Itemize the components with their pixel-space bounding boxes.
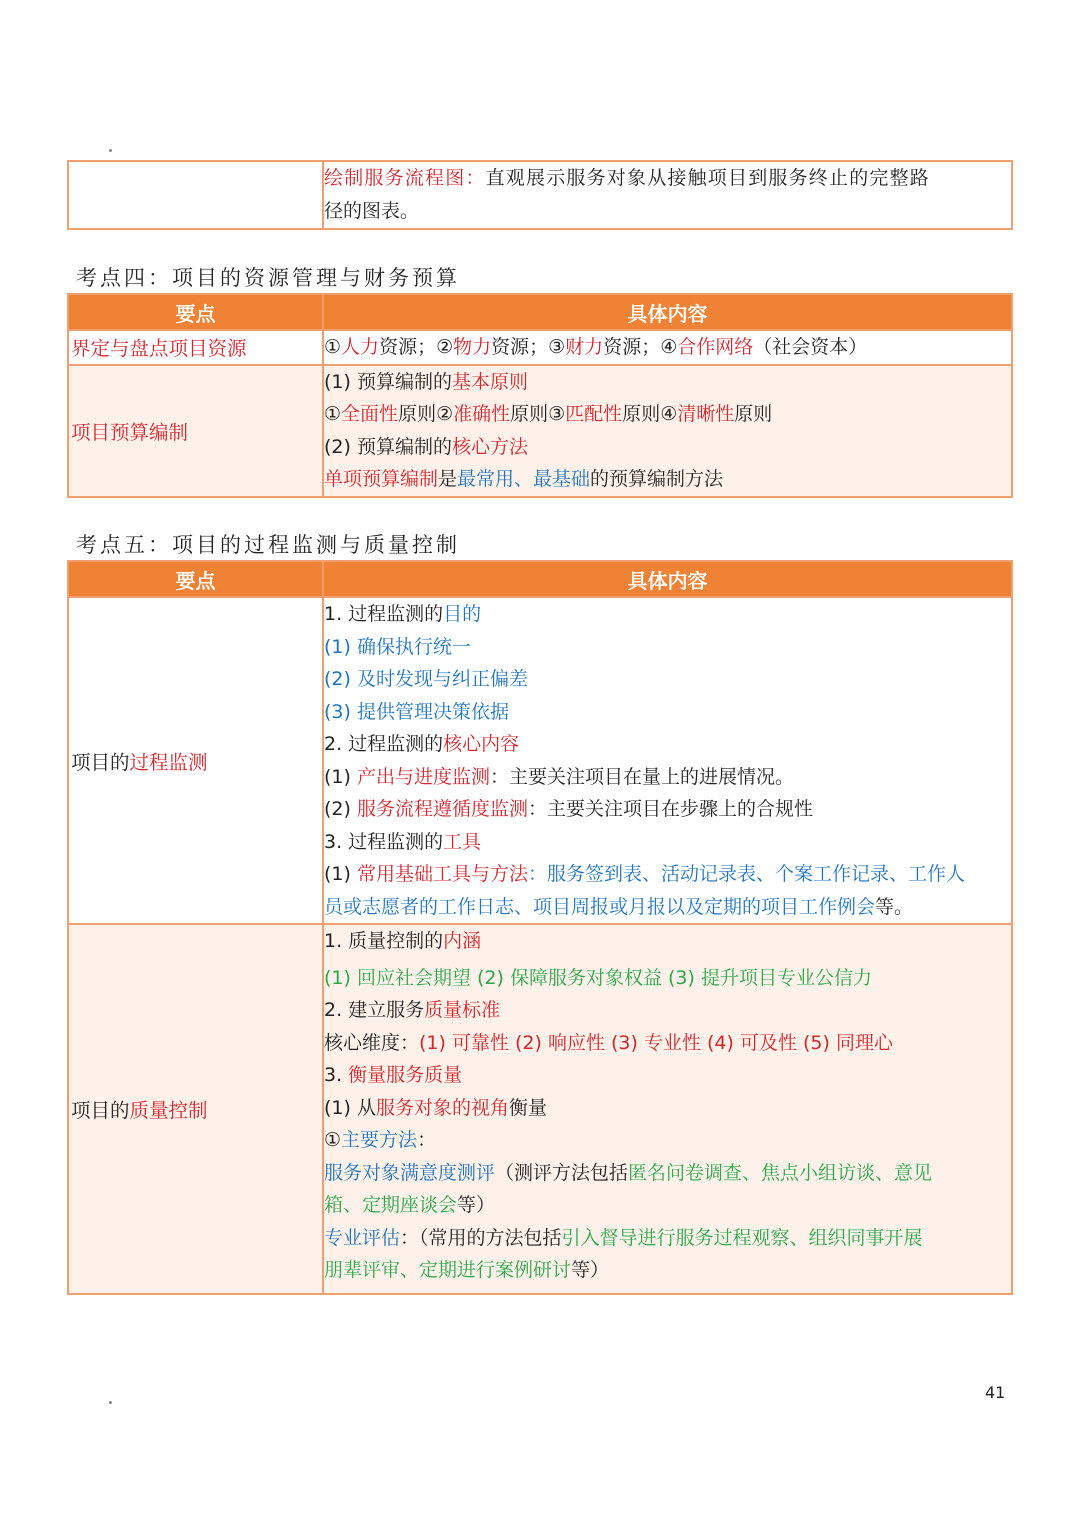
text: (1) 确保执行统一 xyxy=(324,635,471,658)
text: 3. 过程监测的 xyxy=(324,830,444,853)
row-label-quality-control xyxy=(68,924,323,1294)
text: 是 xyxy=(438,468,458,490)
text: 工具 xyxy=(443,830,482,853)
section4-title: 考点四：项目的资源管理与财务预算 xyxy=(76,266,460,290)
text: 原则② xyxy=(398,403,454,425)
text: (2) xyxy=(324,798,357,820)
text: ① xyxy=(324,336,342,358)
text: 核心内容 xyxy=(443,733,520,755)
text: （社会资本） xyxy=(753,336,868,358)
text: 清晰性 xyxy=(677,403,735,425)
text: ：服务签到表、活动记录表、个案工作记录、工作人 xyxy=(527,863,965,885)
text: （测评方法包括 xyxy=(495,1161,629,1184)
row-label-budget: 项目预算编制 xyxy=(68,365,323,497)
text: 箱、定期座谈会 xyxy=(324,1194,458,1216)
flowchart-text-2: 径的图表。 xyxy=(324,199,420,222)
text: 2. 建立服务 xyxy=(324,999,425,1021)
header-content: 具体内容 xyxy=(323,294,1012,330)
text: 服务流程遵循度监测 xyxy=(356,798,528,820)
dot-mark xyxy=(109,149,112,152)
text: 原则③ xyxy=(510,403,566,425)
page-number: 41 xyxy=(985,1383,1006,1402)
section5-table xyxy=(67,560,1013,1295)
text: 3. xyxy=(324,1064,349,1086)
text: 等） xyxy=(571,1259,610,1281)
text: 引入督导进行服务过程观察、组织同事开展 xyxy=(561,1226,923,1249)
dot-mark xyxy=(109,1401,112,1404)
header-key-points: 要点 xyxy=(68,294,323,330)
text: (3) 提供管理决策依据 xyxy=(324,700,509,723)
text: (2) 预算编制的 xyxy=(324,435,452,458)
text: (2) 及时发现与纠正偏差 xyxy=(324,668,528,690)
flowchart-label: 绘制服务流程图： xyxy=(324,167,486,189)
text: 专业评估 xyxy=(324,1226,401,1249)
text: (1) 回应社会期望 (2) 保障服务对象权益 (3) 提升项目专业公信力 xyxy=(324,966,872,989)
text: 服务对象的视角 xyxy=(375,1096,509,1119)
text: 目的 xyxy=(443,603,482,625)
row-label-process-monitoring xyxy=(68,597,323,924)
text: 项目的 xyxy=(71,1099,130,1122)
resources-content xyxy=(323,330,1012,365)
section4-table xyxy=(67,293,1013,498)
text: 核心方法 xyxy=(451,435,528,458)
text: (1) 预算编制的 xyxy=(324,370,452,393)
text: (1) 可靠性 (2) 响应性 (3) 专业性 (4) 可及性 (5) 同理心 xyxy=(419,1031,893,1054)
text: 的预算编制方法 xyxy=(590,468,724,490)
budget-content xyxy=(323,365,1012,497)
text: (1) xyxy=(324,863,357,885)
text: 合作网络 xyxy=(677,336,754,358)
text: 等。 xyxy=(875,895,914,918)
text: 朋辈评审、定期进行案例研讨 xyxy=(324,1259,572,1281)
text: 项目的 xyxy=(71,750,130,774)
text: 1. 过程监测的 xyxy=(324,603,444,625)
empty-cell xyxy=(68,161,323,229)
text: 匿名问卷调查、焦点小组访谈、意见 xyxy=(628,1161,933,1184)
text: 产出与进度监测 xyxy=(356,765,490,788)
text: 基本原则 xyxy=(451,370,528,393)
flowchart-cell xyxy=(323,161,1012,229)
flowchart-text: 直观展示服务对象从接触项目到服务终止的完整路 xyxy=(485,167,931,189)
text: ① xyxy=(324,403,342,425)
text: 内涵 xyxy=(443,930,482,952)
text: 质量标准 xyxy=(424,999,501,1021)
text: 资源；④ xyxy=(603,336,678,358)
section5-title: 考点五：项目的过程监测与质量控制 xyxy=(76,533,460,557)
text: 衡量服务质量 xyxy=(348,1064,463,1086)
text: ：主要关注项目在量上的进展情况。 xyxy=(489,765,794,788)
text: 服务对象满意度测评 xyxy=(324,1161,496,1184)
text: 常用基础工具与方法 xyxy=(356,863,528,885)
text: 1. 质量控制的 xyxy=(324,930,444,952)
text: (1) 从 xyxy=(324,1096,376,1119)
text: 匹配性 xyxy=(565,403,623,425)
text: 准确性 xyxy=(453,403,511,425)
process-monitoring-content xyxy=(323,597,1012,924)
quality-control-content xyxy=(323,924,1012,1294)
text: 原则 xyxy=(734,403,773,425)
text: 等） xyxy=(457,1194,496,1216)
text: 最常用、最基础 xyxy=(457,468,591,490)
text: ：（常用的方法包括 xyxy=(400,1226,562,1249)
text: 财力 xyxy=(565,336,604,358)
text: 主要方法 xyxy=(341,1129,418,1151)
text: 物力 xyxy=(453,336,492,358)
text: 衡量 xyxy=(508,1096,547,1119)
top-continuation-table xyxy=(67,160,1013,230)
text: 资源；② xyxy=(379,336,454,358)
header-content: 具体内容 xyxy=(323,561,1012,597)
text: 核心维度： xyxy=(324,1031,420,1054)
text: 原则④ xyxy=(622,403,678,425)
text: 质量控制 xyxy=(129,1099,208,1122)
text: 资源；③ xyxy=(491,336,566,358)
text: 员或志愿者的工作日志、项目周报或月报以及定期的项目工作例会 xyxy=(324,895,876,918)
text: ： xyxy=(417,1129,437,1151)
row-label-resources: 界定与盘点项目资源 xyxy=(68,330,323,365)
text: 过程监测 xyxy=(129,750,208,774)
header-key-points: 要点 xyxy=(68,561,323,597)
text: 2. 过程监测的 xyxy=(324,733,444,755)
text: 单项预算编制 xyxy=(324,468,439,490)
text: 全面性 xyxy=(341,403,399,425)
text: (1) xyxy=(324,765,357,788)
text: ：主要关注项目在步骤上的合规性 xyxy=(527,798,813,820)
text: 人力 xyxy=(341,336,380,358)
text: ① xyxy=(324,1129,342,1151)
